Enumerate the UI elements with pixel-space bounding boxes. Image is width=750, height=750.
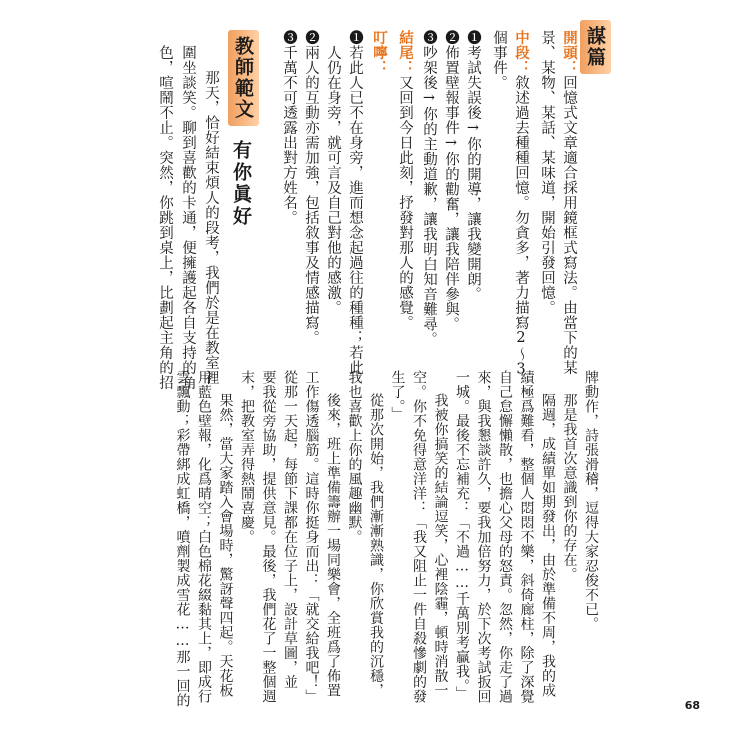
sample-continuation-line: 來，與我懇談許久，要我加倍努力，於下次考試扳回	[475, 370, 492, 704]
plan-event-2: ❷佈置壁報事件→你的勸奮，讓我陪伴參與。	[443, 30, 459, 332]
sample-continuation-line: 我被你搞笑的結論逗笑，心裡陰霾，頓時消散一	[432, 393, 449, 698]
tips-heading: 叮嚀：	[371, 30, 388, 75]
opening-label: 開頭：	[561, 30, 578, 75]
plan-opening-line-1	[558, 30, 580, 375]
sample-continuation-line: 末，把教室弄得熱鬧喜慶。	[239, 370, 255, 544]
sample-continuation-line: 工作傷透腦筋。這時你挺身而出：「就交給我吧！」	[303, 370, 320, 704]
sample-continuation-line: 自己怠懈懶散，也擔心父母的怒責。忽然，你走了過	[497, 370, 513, 704]
ending-label: 結尾：	[397, 30, 414, 75]
sample-continuation-line: 績極爲難看，整個人悶悶不樂，斜倚廊柱，除了深覺	[518, 370, 535, 704]
sample-continuation-line: 生了。」	[389, 370, 406, 421]
sample-continuation-line: 果然，當大家踏入會場時，驚訝聲四起。天花板	[217, 393, 234, 698]
sample-continuation-line: 要我從旁協助，提供意見。最後，我們花了一整個週	[260, 370, 277, 704]
plan-opening-line-2: 景、某物、某話、某味道，開始引發回憶。	[539, 30, 555, 315]
sample-continuation-line: 隔週，成績單如期發出，由於準備不周，我的成	[540, 393, 556, 698]
tips-item-1a: ❶若此人已不在身旁，進而想念起過往的種種；若此	[347, 30, 363, 375]
sample-line-2: 圍坐談笑。聊到喜歡的卡通，便擁護起各自支持的角	[180, 45, 196, 390]
sample-label: 教師範文	[228, 30, 259, 126]
sample-continuation-line: 雲飄動；彩帶綁成虹橋，噴劑製成雪花……那一回的	[174, 370, 191, 708]
sample-title: 有你眞好	[230, 140, 252, 228]
page-number: 68	[684, 699, 700, 712]
sample-line-1: 那天，恰好結束煩人的段考，我們於是在教室裡	[203, 70, 219, 385]
plan-event-3: ❸吵架後→你的主動道歉，讓我明白知音難尋。	[421, 30, 437, 347]
middle-label: 中段：	[513, 30, 530, 75]
tips-item-2: ❷兩人的互動亦需加強，包括敘事及情感描寫。	[303, 30, 319, 345]
sample-continuation-line: 牌動作，詩張滑稽，逗得大家忍俊不已。	[583, 370, 599, 631]
sample-continuation-line: 空。你不免得意洋洋：「我又阻止一件自殺慘劇的發	[411, 370, 427, 704]
sample-continuation-line: 我也喜歡上你的風趣幽默。	[346, 370, 363, 544]
tips-item-1b: 人仍在身旁，就可言及自己對他的感激。	[325, 45, 341, 315]
sample-continuation-line: 一城。最後不忘補充：「不過……千萬別考贏我。」	[454, 370, 470, 701]
plan-ending	[394, 30, 416, 330]
tips-item-3: ❸千萬不可透露出對方姓名。	[281, 30, 297, 225]
sample-continuation-line: 那是我首次意識到你的存在。	[561, 393, 578, 582]
sample-continuation-line: 從那一天起，每節下課都在位子上，設計草圖，並	[282, 370, 298, 689]
sample-continuation-line: 用藍色壁報，化爲晴空；白色棉花綴黏其上，即成行	[196, 370, 212, 704]
sample-continuation-line: 從那次開始，我們漸漸熟識，你欣賞我的沉穩，	[368, 393, 384, 698]
sample-continuation-line: 後來，班上準備籌辦一場同樂會，全班爲了佈置	[325, 393, 341, 698]
opening-text-1: 回憶式文章適合採用鏡框式寫法。由當下的某	[561, 75, 577, 375]
plan-middle-line-2: 個事件。	[491, 30, 507, 90]
plan-event-1: ❶考試失誤後→你的開導，讓我變開朗。	[465, 30, 481, 302]
sample-line-3: 色，喧鬧不止。突然，你跳到桌上，比劃起主角的招	[157, 45, 173, 390]
plan-heading: 謀篇	[580, 20, 611, 74]
ending-text: 又回到今日此刻，抒發對那人的感覺。	[397, 75, 413, 330]
plan-middle-line-1	[510, 30, 532, 378]
middle-text-1: 敘述過去種種回憶。勿貪多，著力描寫2～3	[513, 75, 529, 378]
